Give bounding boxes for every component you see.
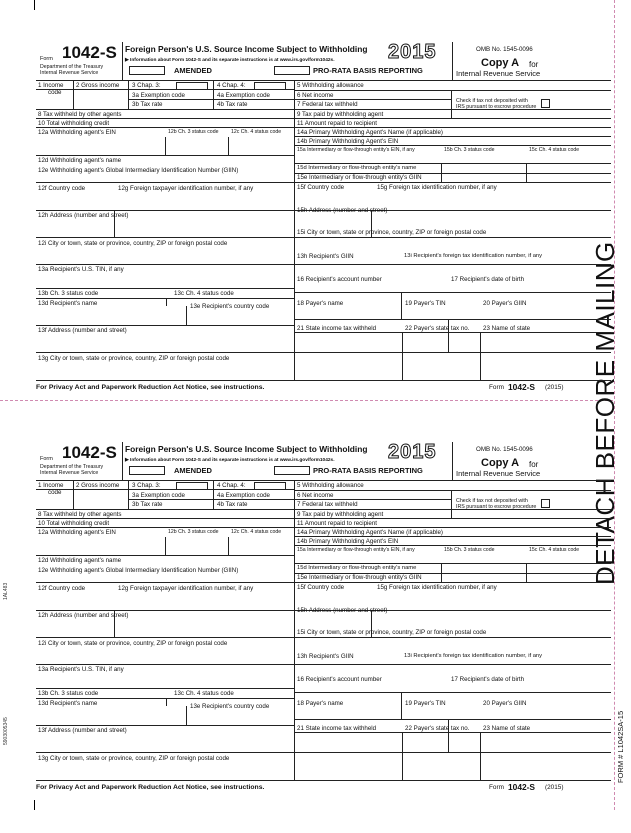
box-13e-label: 13e Recipient's country code [190, 303, 270, 310]
chap4-input[interactable] [254, 482, 286, 490]
box-1-label: 1 Income [38, 482, 64, 489]
box-16-label: 16 Recipient's account number [297, 676, 382, 683]
box-11-label: 11 Amount repaid to recipient [297, 520, 378, 527]
footer-form-label: Form [489, 784, 504, 791]
privacy-notice: For Privacy Act and Paperwork Reduction Act Notice, see instructions. [36, 784, 265, 791]
box-15e-label: 15e Intermediary or flow-through entity's GIIN [297, 574, 422, 581]
box-14b-label: 14b Primary Withholding Agent's EIN [297, 138, 399, 145]
box-13b-label: 13b Ch. 3 status code [38, 290, 99, 297]
box-12f-label: 12f Country code [38, 185, 86, 192]
box-23-label: 23 Name of state [483, 725, 531, 732]
box-13h-label: 13h Recipient's GIIN [297, 253, 354, 260]
prorata-label: PRO-RATA BASIS REPORTING [313, 66, 423, 75]
code-bottom: 5903005345 [3, 717, 9, 745]
box-12b-label: 12b Ch. 3 status code [168, 129, 219, 135]
box-3b-label: 3b Tax rate [132, 101, 163, 108]
escrow-checkbox[interactable] [541, 99, 550, 108]
box-15g-label: 15g Foreign tax identification number, if any [377, 584, 497, 591]
code-top: 1AL483 [3, 582, 9, 600]
box-13d-label: 13d Recipient's name [38, 300, 98, 307]
box-15a-label: 15a Intermediary or flow-through entity's EIN, if any [297, 147, 415, 153]
box-12i-label: 12i City or town, state or province, country, ZIP or foreign postal code [38, 640, 228, 647]
box-10-label: 10 Total withholding credit [38, 120, 110, 127]
detach-before-mailing: DETACH BEFORE MAILING [590, 241, 620, 585]
box-15h-label: 15h Address (number and street) [297, 207, 388, 214]
box-12d-label: 12d Withholding agent's name [38, 557, 122, 564]
box-1-code: code [48, 89, 62, 96]
escrow-text-2: IRS pursuant to escrow procedure [456, 504, 537, 510]
box-14a-label: 14a Primary Withholding Agent's Name (if applicable) [297, 129, 443, 136]
footer-year: (2015) [545, 784, 564, 791]
box-21-label: 21 State income tax withheld [297, 725, 377, 732]
escrow-text-1: Check if tax not deposited with [456, 98, 528, 104]
trim-mark [34, 0, 35, 10]
trim-mark [34, 800, 35, 810]
copy-a: Copy A [481, 457, 520, 469]
box-7-label: 7 Federal tax withheld [297, 501, 358, 508]
box-2-label: 2 Gross income [76, 482, 120, 489]
box-19-label: 19 Payer's TIN [405, 300, 446, 307]
box-20-label: 20 Payer's GIIN [483, 700, 527, 707]
box-12h-label: 12h Address (number and street) [38, 212, 129, 219]
box-10-label: 10 Total withholding credit [38, 520, 110, 527]
form-label: Form [40, 456, 53, 462]
box-3a-label: 3a Exemption code [132, 492, 185, 499]
escrow-text-1: Check if tax not deposited with [456, 498, 528, 504]
box-18-label: 18 Payer's name [297, 300, 344, 307]
box-12e-label: 12e Withholding agent's Global Intermediary Identification Number (GIIN) [38, 167, 239, 174]
box-9-label: 9 Tax paid by withholding agent [297, 511, 384, 518]
box-12i-label: 12i City or town, state or province, country, ZIP or foreign postal code [38, 240, 228, 247]
box-4b-label: 4b Tax rate [217, 101, 248, 108]
box-6-label: 6 Net income [297, 492, 334, 499]
box-7-label: 7 Federal tax withheld [297, 101, 358, 108]
amended-label: AMENDED [174, 466, 212, 475]
box-12d-label: 12d Withholding agent's name [38, 157, 122, 164]
box-4a-label: 4a Exemption code [217, 492, 270, 499]
box-17-label: 17 Recipient's date of birth [451, 276, 525, 283]
form-code: FORM # L1042SA-15 [616, 710, 625, 783]
chap4-input[interactable] [254, 82, 286, 90]
box-13f-label: 13f Address (number and street) [38, 727, 127, 734]
box-13i-label: 13i Recipient's foreign tax identification number, if any [404, 253, 543, 259]
box-4-label: 4 Chap. 4: [217, 482, 246, 489]
tax-year-outline: 2015 [388, 441, 437, 463]
box-4a-label: 4a Exemption code [217, 92, 270, 99]
box-17-label: 17 Recipient's date of birth [451, 676, 525, 683]
dept-treasury: Department of the Treasury [40, 64, 104, 70]
box-3-label: 3 Chap. 3: [132, 82, 161, 89]
box-15c-label: 15c Ch. 4 status code [529, 147, 580, 153]
escrow-checkbox[interactable] [541, 499, 550, 508]
box-13a-label: 13a Recipient's U.S. TIN, if any [38, 266, 124, 273]
box-5-label: 5 Withholding allowance [297, 482, 364, 489]
copy-for: for [529, 460, 539, 469]
box-3a-label: 3a Exemption code [132, 92, 185, 99]
box-12f-label: 12f Country code [38, 585, 86, 592]
privacy-notice: For Privacy Act and Paperwork Reduction Act Notice, see instructions. [36, 384, 265, 391]
footer-form-label: Form [489, 384, 504, 391]
footer-year: (2015) [545, 384, 564, 391]
box-12h-label: 12h Address (number and street) [38, 612, 129, 619]
box-19-label: 19 Payer's TIN [405, 700, 446, 707]
box-13b-label: 13b Ch. 3 status code [38, 690, 99, 697]
box-11-label: 11 Amount repaid to recipient [297, 120, 378, 127]
box-13e-label: 13e Recipient's country code [190, 703, 270, 710]
box-12e-label: 12e Withholding agent's Global Intermediary Identification Number (GIIN) [38, 567, 239, 574]
box-6-label: 6 Net income [297, 92, 334, 99]
box-4-label: 4 Chap. 4: [217, 82, 246, 89]
box-15b-label: 15b Ch. 3 status code [444, 547, 495, 553]
box-13g-label: 13g City or town, state or province, country, ZIP or foreign postal code [38, 755, 230, 762]
box-5-label: 5 Withholding allowance [297, 82, 364, 89]
box-8-label: 8 Tax withheld by other agents [38, 111, 122, 118]
box-21-label: 21 State income tax withheld [297, 325, 377, 332]
omb-number: OMB No. 1545-0096 [476, 46, 533, 53]
amended-label: AMENDED [174, 66, 212, 75]
box-15a-label: 15a Intermediary or flow-through entity's EIN, if any [297, 547, 415, 553]
chap3-input[interactable] [176, 482, 208, 490]
box-16-label: 16 Recipient's account number [297, 276, 382, 283]
omb-number: OMB No. 1545-0096 [476, 446, 533, 453]
form-title: Foreign Person's U.S. Source Income Subject to Withholding [125, 444, 368, 454]
box-15e-label: 15e Intermediary or flow-through entity's GIIN [297, 174, 422, 181]
box-13d-label: 13d Recipient's name [38, 700, 98, 707]
info-line: ▶ Information about Form 1042-S and its separate instructions is at www.irs.gov/form1042s. [125, 58, 335, 63]
box-12c-label: 12c Ch. 4 status code [231, 129, 282, 135]
box-15i-label: 15i City or town, state or province, country, ZIP or foreign postal code [297, 629, 487, 636]
box-15i-label: 15i City or town, state or province, country, ZIP or foreign postal code [297, 229, 487, 236]
box-13f-label: 13f Address (number and street) [38, 327, 127, 334]
box-8-label: 8 Tax withheld by other agents [38, 511, 122, 518]
tax-year-outline: 2015 [388, 41, 437, 63]
box-15b-label: 15b Ch. 3 status code [444, 147, 495, 153]
box-15c-label: 15c Ch. 4 status code [529, 547, 580, 553]
box-15f-label: 15f Country code [297, 584, 345, 591]
box-14b-label: 14b Primary Withholding Agent's EIN [297, 538, 399, 545]
box-20-label: 20 Payer's GIIN [483, 300, 527, 307]
dept-irs: Internal Revenue Service [40, 470, 99, 476]
box-9-label: 9 Tax paid by withholding agent [297, 111, 384, 118]
box-3-label: 3 Chap. 3: [132, 482, 161, 489]
box-12a-label: 12a Withholding agent's EIN [38, 529, 116, 536]
box-13c-label: 13c Ch. 4 status code [174, 690, 234, 697]
box-12c-label: 12c Ch. 4 status code [231, 529, 282, 535]
box-13h-label: 13h Recipient's GIIN [297, 653, 354, 660]
dept-irs: Internal Revenue Service [40, 70, 99, 76]
box-4b-label: 4b Tax rate [217, 501, 248, 508]
footer-form-number: 1042-S [508, 782, 536, 792]
box-22-label: 22 Payer's state tax no. [405, 725, 470, 732]
escrow-text-2: IRS pursuant to escrow procedure [456, 104, 537, 110]
box-13a-label: 13a Recipient's U.S. TIN, if any [38, 666, 124, 673]
copy-for: for [529, 60, 539, 69]
box-15d-label: 15d Intermediary or flow-through entity's name [297, 565, 417, 571]
box-1-code: code [48, 489, 62, 496]
form-label: Form [40, 56, 53, 62]
box-14a-label: 14a Primary Withholding Agent's Name (if applicable) [297, 529, 443, 536]
dept-treasury: Department of the Treasury [40, 464, 104, 470]
prorata-label: PRO-RATA BASIS REPORTING [313, 466, 423, 475]
box-15f-label: 15f Country code [297, 184, 345, 191]
box-13c-label: 13c Ch. 4 status code [174, 290, 234, 297]
box-12g-label: 12g Foreign taxpayer identification number, if any [118, 585, 254, 592]
box-2-label: 2 Gross income [76, 82, 120, 89]
box-12b-label: 12b Ch. 3 status code [168, 529, 219, 535]
copy-irs: Internal Revenue Service [456, 69, 541, 78]
box-15h-label: 15h Address (number and street) [297, 607, 388, 614]
form-title: Foreign Person's U.S. Source Income Subject to Withholding [125, 44, 368, 54]
box-15d-label: 15d Intermediary or flow-through entity's name [297, 165, 417, 171]
info-line: ▶ Information about Form 1042-S and its separate instructions is at www.irs.gov/form1042s. [125, 458, 335, 463]
box-13i-label: 13i Recipient's foreign tax identification number, if any [404, 653, 543, 659]
box-22-label: 22 Payer's state tax no. [405, 325, 470, 332]
footer-form-number: 1042-S [508, 382, 536, 392]
copy-a: Copy A [481, 57, 520, 69]
form-number: 1042-S [62, 43, 117, 62]
box-12g-label: 12g Foreign taxpayer identification number, if any [118, 185, 254, 192]
box-23-label: 23 Name of state [483, 325, 531, 332]
form-number: 1042-S [62, 443, 117, 462]
box-13g-label: 13g City or town, state or province, country, ZIP or foreign postal code [38, 355, 230, 362]
box-1-label: 1 Income [38, 82, 64, 89]
form-copy-1 [36, 38, 614, 433]
box-18-label: 18 Payer's name [297, 700, 344, 707]
chap3-input[interactable] [176, 82, 208, 90]
copy-irs: Internal Revenue Service [456, 469, 541, 478]
box-3b-label: 3b Tax rate [132, 501, 163, 508]
form-copy-2 [36, 438, 614, 833]
box-15g-label: 15g Foreign tax identification number, if any [377, 184, 497, 191]
box-12a-label: 12a Withholding agent's EIN [38, 129, 116, 136]
